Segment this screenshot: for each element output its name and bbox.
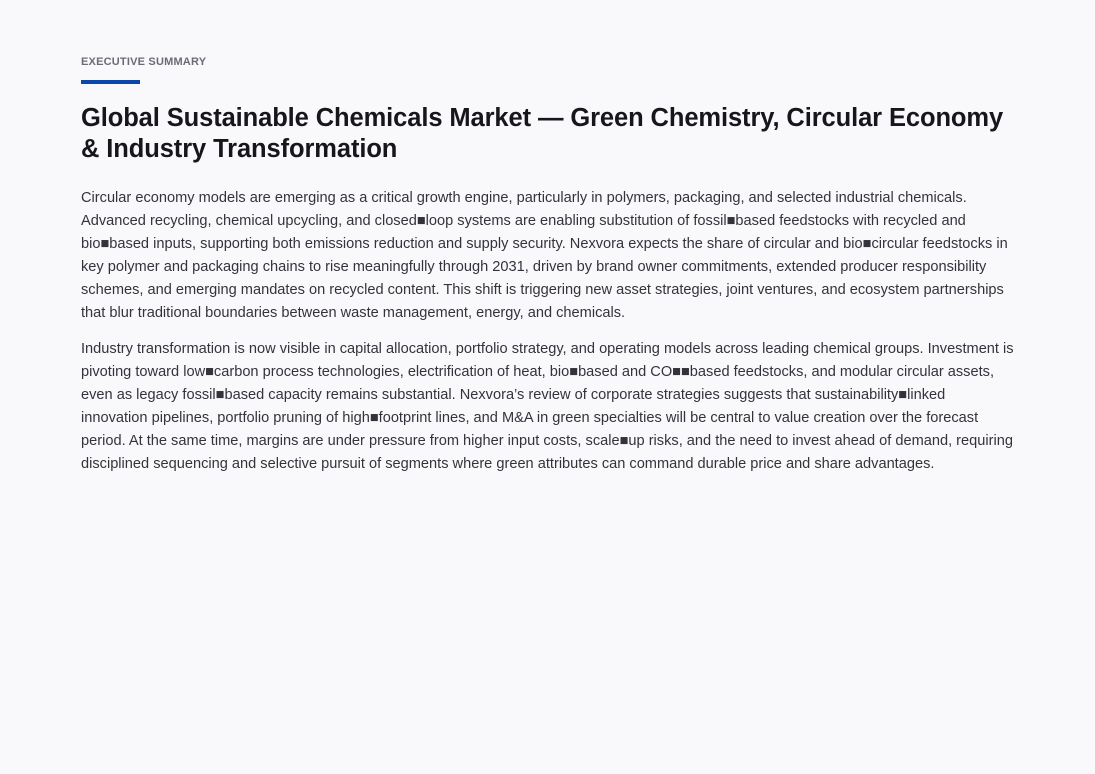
accent-divider: [81, 80, 140, 84]
summary-paragraph-circular-economy: Circular economy models are emerging as a critical growth engine, particularly in polymers, packaging, and selected industrial chemicals. Advanced recycling, chemical upcycling, and closed■loop systems are enabling substitution of fossil■based feedstocks with recycled and bio■based inputs, supporting both emissions reduction and supply security. Nexvora expects the share of circular and bio■circular feedstocks in key polymer and packaging chains to rise meaningfully through 2031, driven by brand owner commitments, extended producer responsibility schemes, and emerging mandates on recycled content. This shift is triggering new asset strategies, joint ventures, and ecosystem partnerships that blur traditional boundaries between waste management, energy, and chemicals.: [81, 190, 1008, 321]
summary-body: [81, 187, 1015, 476]
page-title: Global Sustainable Chemicals Market — Green Chemistry, Circular Economy & Industry Transformation: [81, 104, 1004, 163]
summary-paragraph-industry-transformation: Industry transformation is now visible in capital allocation, portfolio strategy, and operating models across leading chemical groups. Investment is pivoting toward low■carbon process technologies, electrification of heat, bio■based and CO■■based feedstocks, and modular circular assets, even as legacy fossil■based capacity remains substantial. Nexvora’s review of corporate strategies suggests that sustainability■linked innovation pipelines, portfolio pruning of high■footprint lines, and M&A in green specialties will be central to value creation over the forecast period. At the same time, margins are under pressure from higher input costs, scale■up risks, and the need to invest ahead of demand, requiring disciplined sequencing and selective pursuit of segments where green attributes can command durable price and share advantages.: [81, 341, 1014, 472]
section-eyebrow: EXECUTIVE SUMMARY: [81, 56, 207, 68]
